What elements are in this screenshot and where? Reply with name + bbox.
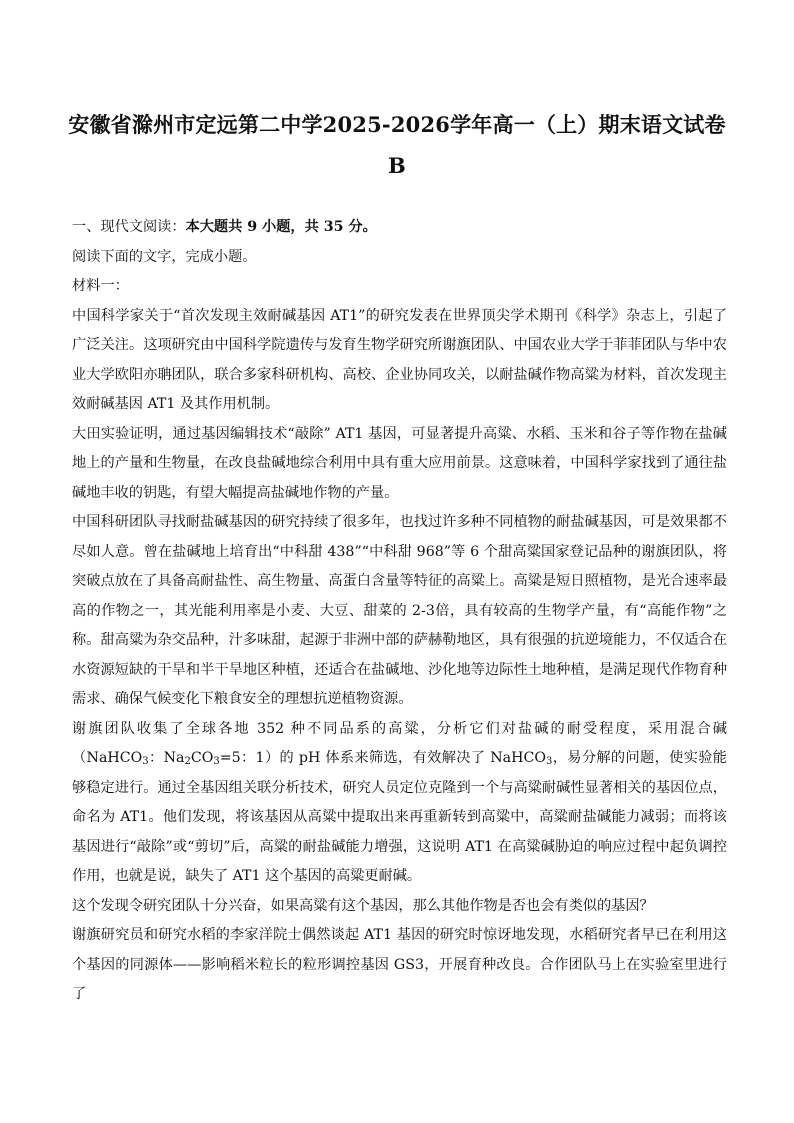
section-heading-detail: 本大题共 9 小题，共 35 分。 [185, 219, 377, 235]
subscript: 3 [213, 756, 220, 767]
paragraph-1: 中国科学家关于“首次发现主效耐碱基因 AT1”的研究发表在世界顶尖学术期刊《科学》杂志上，引起了广泛关注。这项研究由中国科学院遗传与发育生物学研究所谢旗团队、中国农业大学于菲菲团队与华中农业大学欧阳亦聃团队，联合多家科研机构、高校、企业协同攻关，以耐盐碱作物高粱为材料，首次发现主效耐碱基因 AT1 及其作用机制。 [72, 307, 727, 412]
instruction-text: 阅读下面的文字，完成小题。 [72, 248, 257, 265]
paragraph-4-text-e: ，易分解的问题，使实验能够稳定进行。通过全基因组关联分析技术，研究人员定位克隆到一个与高粱耐碱性显著相关的基因位点，命名为 AT1。他们发现，将该基因从高粱中提取出来再重新转到高粱中，高粱耐盐碱能力减弱；而将该基因进行“敲除”或“剪切”后，高粱的耐盐碱能力增强，这说明 AT1 在高粱碱胁迫的响应过程中起负调控作用，也就是说，缺失了 AT1 这个基因的高粱更耐碱。 [72, 750, 727, 884]
paragraph-4-text-d: =5：1）的 pH 体系来筛选，有效解决了 NaHCO [219, 750, 546, 766]
material-label: 材料一： [72, 278, 129, 294]
paragraph-5: 这个发现令研究团队十分兴奋，如果高粱有这个基因，那么其他作物是否也会有类似的基因？ [72, 897, 654, 914]
paragraph-6: 谢旗研究员和研究水稻的李家洋院士偶然谈起 AT1 基因的研究时惊讶地发现，水稻研究者早已在利用这个基因的同源体——影响稻米粒长的粒形调控基因 GS3，开展育种改良。合作团队马上在实验室里进行了 [72, 927, 727, 1002]
subscript: 3 [142, 756, 149, 767]
paragraph-4-text-b: ：Na [148, 750, 185, 766]
document-body [72, 213, 727, 1010]
paragraph-3: 中国科研团队寻找耐盐碱基因的研究持续了很多年，也找过许多种不同植物的耐盐碱基因，可是效果都不尽如人意。曾在盐碱地上培育出“中科甜 438”“中科甜 968”等 6 个甜高粱国家登记品种的谢旗团队，将突破点放在了具备高耐盐性、高生物量、高蛋白含量等特征的高粱上。高粱是短日照植物，是光合速率最高的作物之一，其光能利用率是小麦、大豆、甜菜的 2-3倍，具有较高的生物学产量，有“高能作物”之称。甜高粱为杂交品种，汁多味甜，起源于非洲中部的萨赫勒地区，具有很强的抗逆境能力，不仅适合在水资源短缺的干旱和半干旱地区种植，还适合在盐碱地、沙化地等边际性土地种植，是满足现代作物育种需求、确保气候变化下粮食安全的理想抗逆植物资源。 [72, 514, 727, 707]
paragraph-4-text-a: 谢旗团队收集了全球各地 352 种不同品系的高粱，分析它们对盐碱的耐受程度，采用混合碱（NaHCO [72, 720, 727, 766]
document-title-line1: 安徽省滁州市定远第二中学2025-2026学年高一（上）期末语文试卷 [68, 112, 726, 137]
paragraph-4-text-c: CO [190, 750, 214, 766]
paragraph-2: 大田实验证明，通过基因编辑技术“敲除” AT1 基因，可显著提升高粱、水稻、玉米和谷子等作物在盐碱地上的产量和生物量，在改良盐碱地综合利用中具有重大应用前景。这意味着，中国科学家找到了通往盐碱地丰收的钥匙，有望大幅提高盐碱地作物的产量。 [72, 425, 727, 501]
subscript: 2 [184, 756, 191, 767]
subscript: 3 [545, 756, 553, 767]
section-heading-prefix: 一、现代文阅读： [72, 219, 186, 235]
section-heading [72, 213, 727, 243]
paragraph-4 [72, 715, 727, 892]
document-title-line2: B [388, 153, 406, 178]
